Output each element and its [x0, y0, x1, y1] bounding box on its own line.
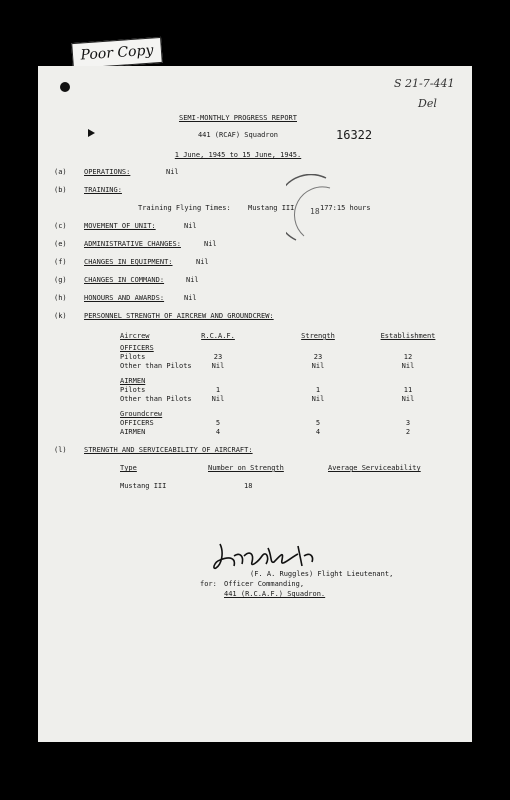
item-value: Nil [196, 258, 209, 266]
item-key: (b) [54, 186, 67, 194]
item-label: ADMINISTRATIVE CHANGES: [84, 240, 181, 248]
item-key: (k) [54, 312, 67, 320]
table-cell: 5 [215, 419, 221, 427]
item-key: (c) [54, 222, 67, 230]
report-page [38, 66, 472, 742]
officer-commanding: Officer Commanding, [224, 580, 305, 588]
table-cell: 2 [405, 428, 411, 436]
punch-hole-icon [60, 82, 70, 92]
training-type: Mustang III [248, 204, 295, 212]
table-cell: Mustang III [120, 482, 167, 490]
table-header: Average Serviceability [328, 464, 421, 472]
table-row-label: OFFICERS [120, 344, 154, 352]
report-title: SEMI-MONTHLY PROGRESS REPORT [178, 114, 297, 122]
item-label: TRAINING: [84, 186, 122, 194]
squadron-name: 441 (RCAF) Squadron [197, 131, 279, 139]
table-cell: Nil [211, 395, 225, 403]
table-row-label: Other than Pilots [120, 395, 192, 403]
item-value: Nil [204, 240, 217, 248]
table-cell: 3 [405, 419, 411, 427]
handwritten-reference: S 21-7-441 [394, 77, 455, 90]
item-label: MOVEMENT OF UNIT: [84, 222, 156, 230]
table-row-label: AIRMEN [120, 377, 146, 385]
item-key: (h) [54, 294, 67, 302]
table-cell: 5 [315, 419, 321, 427]
item-value: Nil [166, 168, 179, 176]
table-row-label: AIRMEN [120, 428, 146, 436]
training-hours: 177:15 hours [320, 204, 371, 212]
table-cell: 18 [244, 482, 253, 490]
svg-text:18: 18 [310, 207, 320, 216]
table-header: Type [120, 464, 137, 472]
item-key: (l) [54, 446, 67, 454]
signatory-name: (F. A. Ruggles) Flight Lieutenant, [250, 570, 394, 578]
arrow-marker-icon [88, 129, 95, 137]
item-label: STRENGTH AND SERVICEABILITY OF AIRCRAFT: [84, 446, 253, 454]
item-value: Nil [184, 294, 197, 302]
table-cell: 11 [403, 386, 413, 394]
table-cell: 23 [313, 353, 323, 361]
table-header: Strength [301, 332, 335, 340]
table-row-label: Pilots [120, 386, 146, 394]
table-cell: Nil [311, 395, 325, 403]
item-label: OPERATIONS: [84, 168, 131, 176]
item-label: CHANGES IN COMMAND: [84, 276, 165, 284]
item-key: (a) [54, 168, 67, 176]
item-value: Nil [184, 222, 197, 230]
item-value: Nil [186, 276, 199, 284]
for-label: for: [200, 580, 217, 588]
table-cell: 4 [315, 428, 321, 436]
table-cell: Nil [401, 362, 415, 370]
poor-copy-tag: Poor Copy [71, 37, 163, 69]
table-cell: Nil [311, 362, 325, 370]
table-row-label: Groundcrew [120, 410, 163, 418]
item-key: (e) [54, 240, 67, 248]
training-label: Training Flying Times: [138, 204, 231, 212]
table-cell: Nil [401, 395, 415, 403]
item-label: HONOURS AND AWARDS: [84, 294, 165, 302]
table-row-label: Other than Pilots [120, 362, 192, 370]
report-period: 1 June, 1945 to 15 June, 1945. [174, 151, 302, 159]
item-key: (g) [54, 276, 67, 284]
document-number: 16322 [336, 128, 373, 142]
table-cell: 1 [215, 386, 221, 394]
squadron-signature: 441 (R.C.A.F.) Squadron. [224, 590, 326, 598]
signature-icon [210, 538, 350, 574]
table-header: Aircrew [120, 332, 150, 340]
table-cell: 4 [215, 428, 221, 436]
table-header: Establishment [380, 332, 436, 340]
table-header: R.C.A.F. [201, 332, 235, 340]
table-cell: 1 [315, 386, 321, 394]
table-header: Number on Strength [208, 464, 284, 472]
table-cell: 23 [213, 353, 223, 361]
table-row-label: OFFICERS [120, 419, 154, 427]
handwritten-note: Del [418, 97, 437, 110]
item-label: CHANGES IN EQUIPMENT: [84, 258, 173, 266]
table-row-label: Pilots [120, 353, 146, 361]
item-label: PERSONNEL STRENGTH OF AIRCREW AND GROUNDCREW: [84, 312, 274, 320]
table-cell: 12 [403, 353, 413, 361]
item-key: (f) [54, 258, 67, 266]
table-cell: Nil [211, 362, 225, 370]
